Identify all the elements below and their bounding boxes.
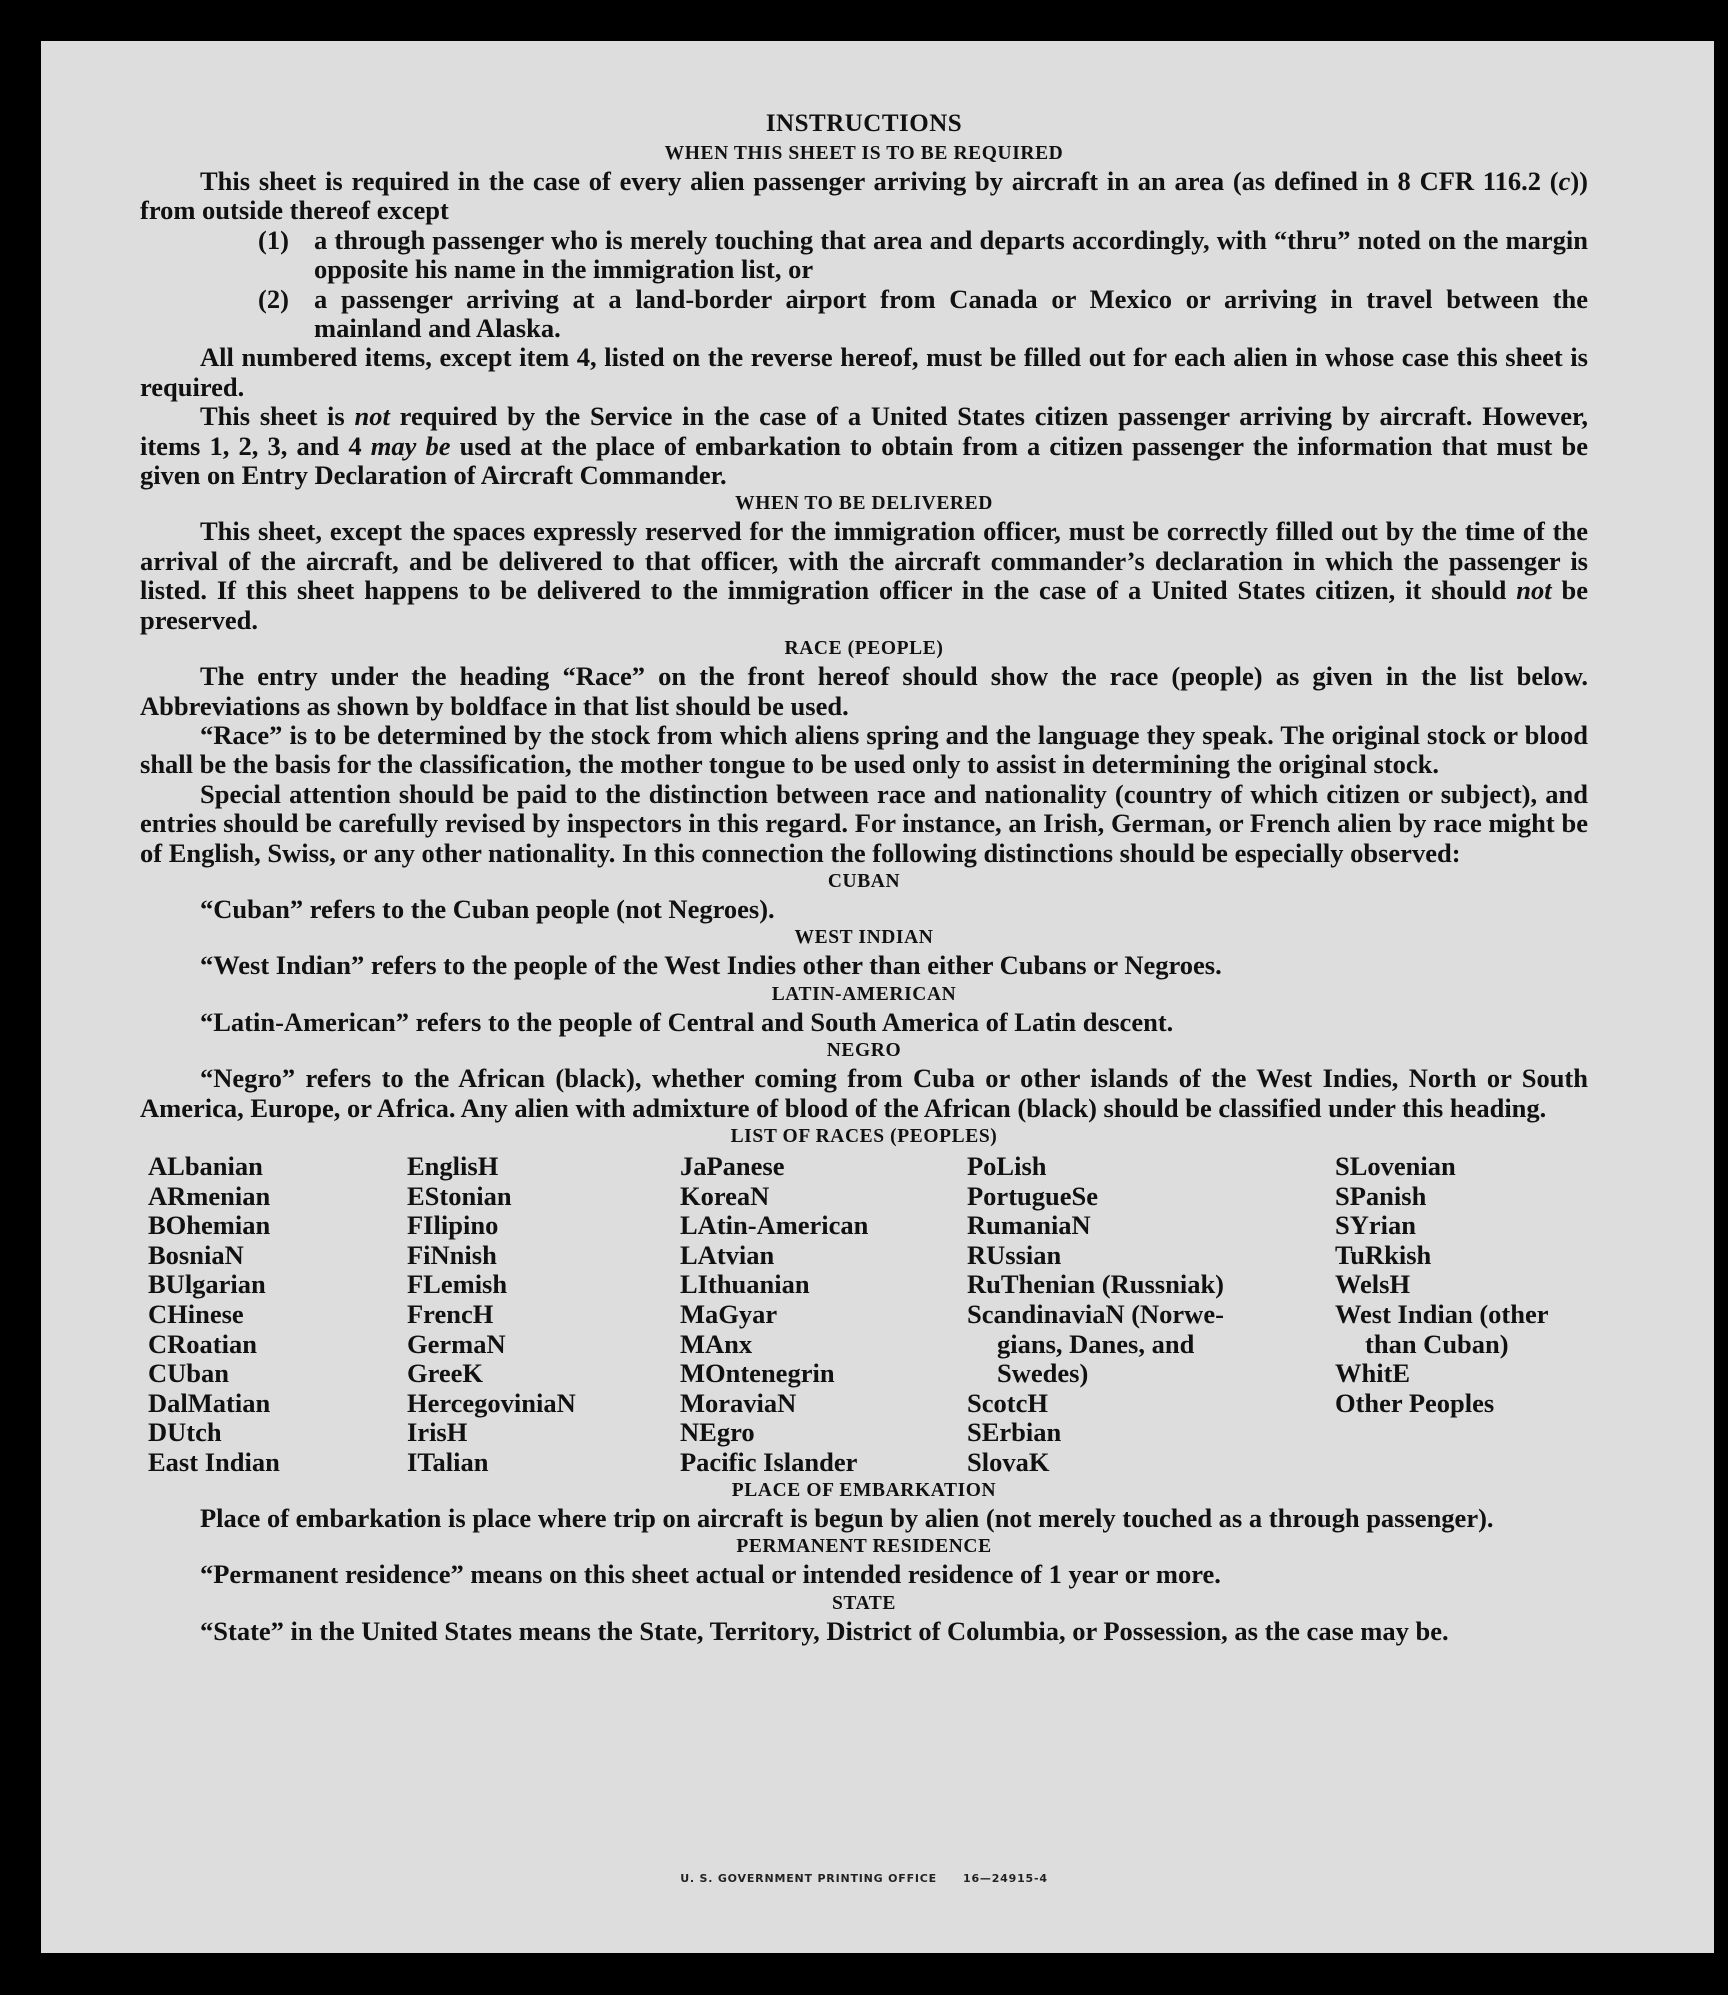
- race-entry: ScandinaviaN (Norwe-: [967, 1298, 1224, 1329]
- race-entry: Pacific Islander: [680, 1446, 858, 1477]
- text-segment: in that list should be used.: [547, 690, 849, 721]
- text-segment: Place of embarkation is place where trip on aircraft is begun by alien (not merely touched as a through passenger).: [200, 1502, 1494, 1533]
- race-entry: RumaniaN: [967, 1210, 1091, 1241]
- text-segment: boldface: [450, 690, 548, 721]
- race-entry: MaGyar: [680, 1298, 778, 1329]
- paragraph: [140, 1008, 1588, 1037]
- race-entry: FrencH: [407, 1298, 494, 1329]
- race-entry: WelsH: [1335, 1269, 1411, 1300]
- race-entry: BosniaN: [148, 1239, 244, 1270]
- race-entry: EStonian: [407, 1180, 512, 1211]
- race-entry: SErbian: [967, 1417, 1062, 1448]
- race-entry: HercegoviniaN: [407, 1387, 576, 1418]
- race-entry: RuThenian (Russniak): [967, 1269, 1225, 1300]
- race-entry: DUtch: [148, 1417, 222, 1448]
- text-segment: “West Indian” refers to the people of the West Indies other than either Cubans or Negroes.: [200, 950, 1222, 981]
- paragraph: [140, 402, 1588, 490]
- race-entry: SlovaK: [967, 1446, 1050, 1477]
- paragraph: [140, 517, 1588, 635]
- race-entry: ITalian: [407, 1446, 489, 1477]
- race-entry: Swedes): [997, 1358, 1089, 1389]
- item-number: (2): [258, 283, 289, 314]
- race-entry: LAtvian: [680, 1239, 775, 1270]
- race-entry: GreeK: [407, 1358, 484, 1389]
- printer-name: U. S. GOVERNMENT PRINTING OFFICE: [680, 1872, 937, 1885]
- race-entry: West Indian (other: [1335, 1298, 1549, 1329]
- instructions-body: [140, 108, 1588, 1646]
- text-segment: “Permanent residence” means on this sheet actual or intended residence of 1 year or more.: [200, 1559, 1221, 1590]
- paragraph: [140, 951, 1588, 980]
- text-segment: “Cuban” refers to the Cuban people (not Negroes).: [200, 893, 775, 924]
- paragraph: [140, 1064, 1588, 1123]
- race-entry: MAnx: [680, 1328, 753, 1359]
- text-segment: Special attention should be paid to the distinction between race and nationality (country of which citizen or subject), and entries should be carefully revised by inspectors in this regard. For instance, an Irish, German, or French alien by race might be of English, Swiss, or any other nationality. In this connection the following distinctions should be especially observed:: [140, 778, 1588, 868]
- race-entry: IrisH: [407, 1417, 468, 1448]
- form-code: 16—24915-4: [963, 1872, 1048, 1885]
- race-entry: WhitE: [1335, 1358, 1411, 1389]
- paragraph: [140, 1560, 1588, 1589]
- section-heading: STATE: [831, 1592, 897, 1614]
- exception-item: [258, 226, 1588, 285]
- race-entry: CRoatian: [148, 1328, 257, 1359]
- race-entry: FIlipino: [407, 1210, 499, 1241]
- text-segment: This sheet is: [200, 401, 355, 432]
- section-heading: NEGRO: [826, 1040, 902, 1062]
- text-segment: “State” in the United States means the State, Territory, District of Columbia, or Possession, as the case may be.: [200, 1615, 1449, 1646]
- race-entry: LIthuanian: [680, 1269, 810, 1300]
- races-column: [148, 1152, 280, 1478]
- paragraph: [140, 662, 1588, 721]
- race-entry: EnglisH: [407, 1150, 499, 1181]
- section-heading: WEST INDIAN: [794, 927, 934, 949]
- race-entry: KoreaN: [680, 1180, 770, 1211]
- paragraph: [140, 1504, 1588, 1533]
- races-column: [1335, 1152, 1549, 1418]
- race-entry: ARmenian: [148, 1180, 271, 1211]
- text-segment: The entry under the heading “Race” on the front hereof should show the race (people) as given in the list below. Abbreviations as shown by: [140, 661, 1588, 721]
- item-text: a through passenger who is merely touching that area and departs accordingly, with “thru” noted on the margin opposite his name in the immigration list, or: [314, 224, 1588, 285]
- text-segment: used at the place of embarkation to obtain from a citizen passenger the information that must be given on Entry Declaration of Aircraft Commander.: [140, 430, 1588, 491]
- section-heading: RACE (PEOPLE): [784, 638, 944, 660]
- paragraph: [140, 895, 1588, 924]
- paragraph: [140, 167, 1588, 226]
- section-heading: LIST OF RACES (PEOPLES): [730, 1125, 998, 1147]
- text-segment: may be: [370, 430, 451, 461]
- race-entry: BUlgarian: [148, 1269, 266, 1300]
- section-heading: PLACE OF EMBARKATION: [731, 1479, 997, 1501]
- paragraph: [140, 1617, 1588, 1646]
- race-entry: TuRkish: [1335, 1239, 1432, 1270]
- race-entry: GermaN: [407, 1328, 506, 1359]
- text-segment: “Race” is to be determined by the stock from which aliens spring and the language they speak. The original stock or blood shall be the basis for the classification, the mother tongue to be used only to assist in determining the original stock.: [140, 719, 1588, 780]
- section-heading: PERMANENT RESIDENCE: [736, 1536, 992, 1558]
- section-heading: LATIN-AMERICAN: [771, 983, 957, 1005]
- race-entry: PortugueSe: [967, 1180, 1099, 1211]
- text-segment: c: [1558, 166, 1571, 196]
- race-entry: MoraviaN: [680, 1387, 797, 1418]
- text-segment: required by the Service in the case of a United States citizen passenger arriving by aircraft. However, items 1, 2, 3, and 4: [140, 401, 1588, 461]
- race-entry: ALbanian: [148, 1150, 263, 1181]
- text-segment: “Latin-American” refers to the people of Central and South America of Latin descent.: [200, 1006, 1174, 1037]
- race-entry: than Cuban): [1365, 1328, 1509, 1359]
- race-entry: ScotcH: [967, 1387, 1048, 1418]
- races-column: [407, 1152, 576, 1478]
- paragraph: [140, 721, 1588, 780]
- section-heading: CUBAN: [827, 870, 901, 892]
- page-title: INSTRUCTIONS: [765, 110, 963, 137]
- races-column: [680, 1152, 868, 1478]
- section-heading: WHEN THIS SHEET IS TO BE REQUIRED: [664, 143, 1064, 164]
- text-segment: “Negro” refers to the African (black), whether coming from Cuba or other islands of the West Indies, North or South America, Europe, or Africa. Any alien with admixture of blood of the African (black) should be classified under this heading.: [140, 1063, 1588, 1123]
- text-segment: not: [354, 401, 390, 432]
- races-column: [967, 1152, 1224, 1478]
- race-entry: NEgro: [680, 1417, 755, 1448]
- item-number: (1): [258, 224, 289, 255]
- race-entry: BOhemian: [148, 1210, 271, 1241]
- text-segment: be preserved.: [140, 575, 1588, 635]
- exception-item: [258, 285, 1588, 344]
- race-entry: FLemish: [407, 1269, 508, 1300]
- race-entry: CUban: [148, 1358, 230, 1389]
- race-entry: SLovenian: [1335, 1150, 1456, 1181]
- race-entry: FiNnish: [407, 1239, 497, 1270]
- race-entry: MOntenegrin: [680, 1358, 835, 1389]
- race-entry: SPanish: [1335, 1180, 1427, 1211]
- races-list: [140, 1152, 1588, 1477]
- text-segment: This sheet is required in the case of every alien passenger arriving by aircraft in an area (as defined in 8 CFR 116.2 (: [200, 166, 1559, 196]
- race-entry: Other Peoples: [1335, 1387, 1495, 1418]
- race-entry: SYrian: [1335, 1210, 1416, 1241]
- race-entry: East Indian: [148, 1446, 280, 1477]
- race-entry: PoLish: [967, 1150, 1047, 1181]
- section-heading: WHEN TO BE DELIVERED: [735, 493, 993, 515]
- race-entry: JaPanese: [680, 1150, 785, 1181]
- text-segment: not: [1516, 575, 1552, 606]
- item-text: a passenger arriving at a land-border airport from Canada or Mexico or arriving in travel between the mainland and Alaska.: [314, 283, 1588, 344]
- race-entry: DalMatian: [148, 1387, 271, 1418]
- race-entry: RUssian: [967, 1239, 1062, 1270]
- text-segment: )) from outside thereof except: [140, 166, 1588, 226]
- paragraph: [140, 780, 1588, 868]
- race-entry: gians, Danes, and: [997, 1328, 1195, 1359]
- printer-footer: [0, 1872, 1728, 1885]
- text-segment: This sheet, except the spaces expressly reserved for the immigration officer, must be correctly filled out by the time of the arrival of the aircraft, and be delivered to that officer, with the aircraft commander’s declaration in which the passenger is listed. If this sheet happens to be delivered to the immigration officer in the case of a United States citizen, it should: [140, 516, 1588, 606]
- text-segment: All numbered items, except item 4, listed on the reverse hereof, must be filled out for each alien in whose case this sheet is required.: [140, 342, 1588, 402]
- race-entry: CHinese: [148, 1298, 244, 1329]
- paragraph: [140, 343, 1588, 402]
- race-entry: LAtin-American: [680, 1210, 869, 1241]
